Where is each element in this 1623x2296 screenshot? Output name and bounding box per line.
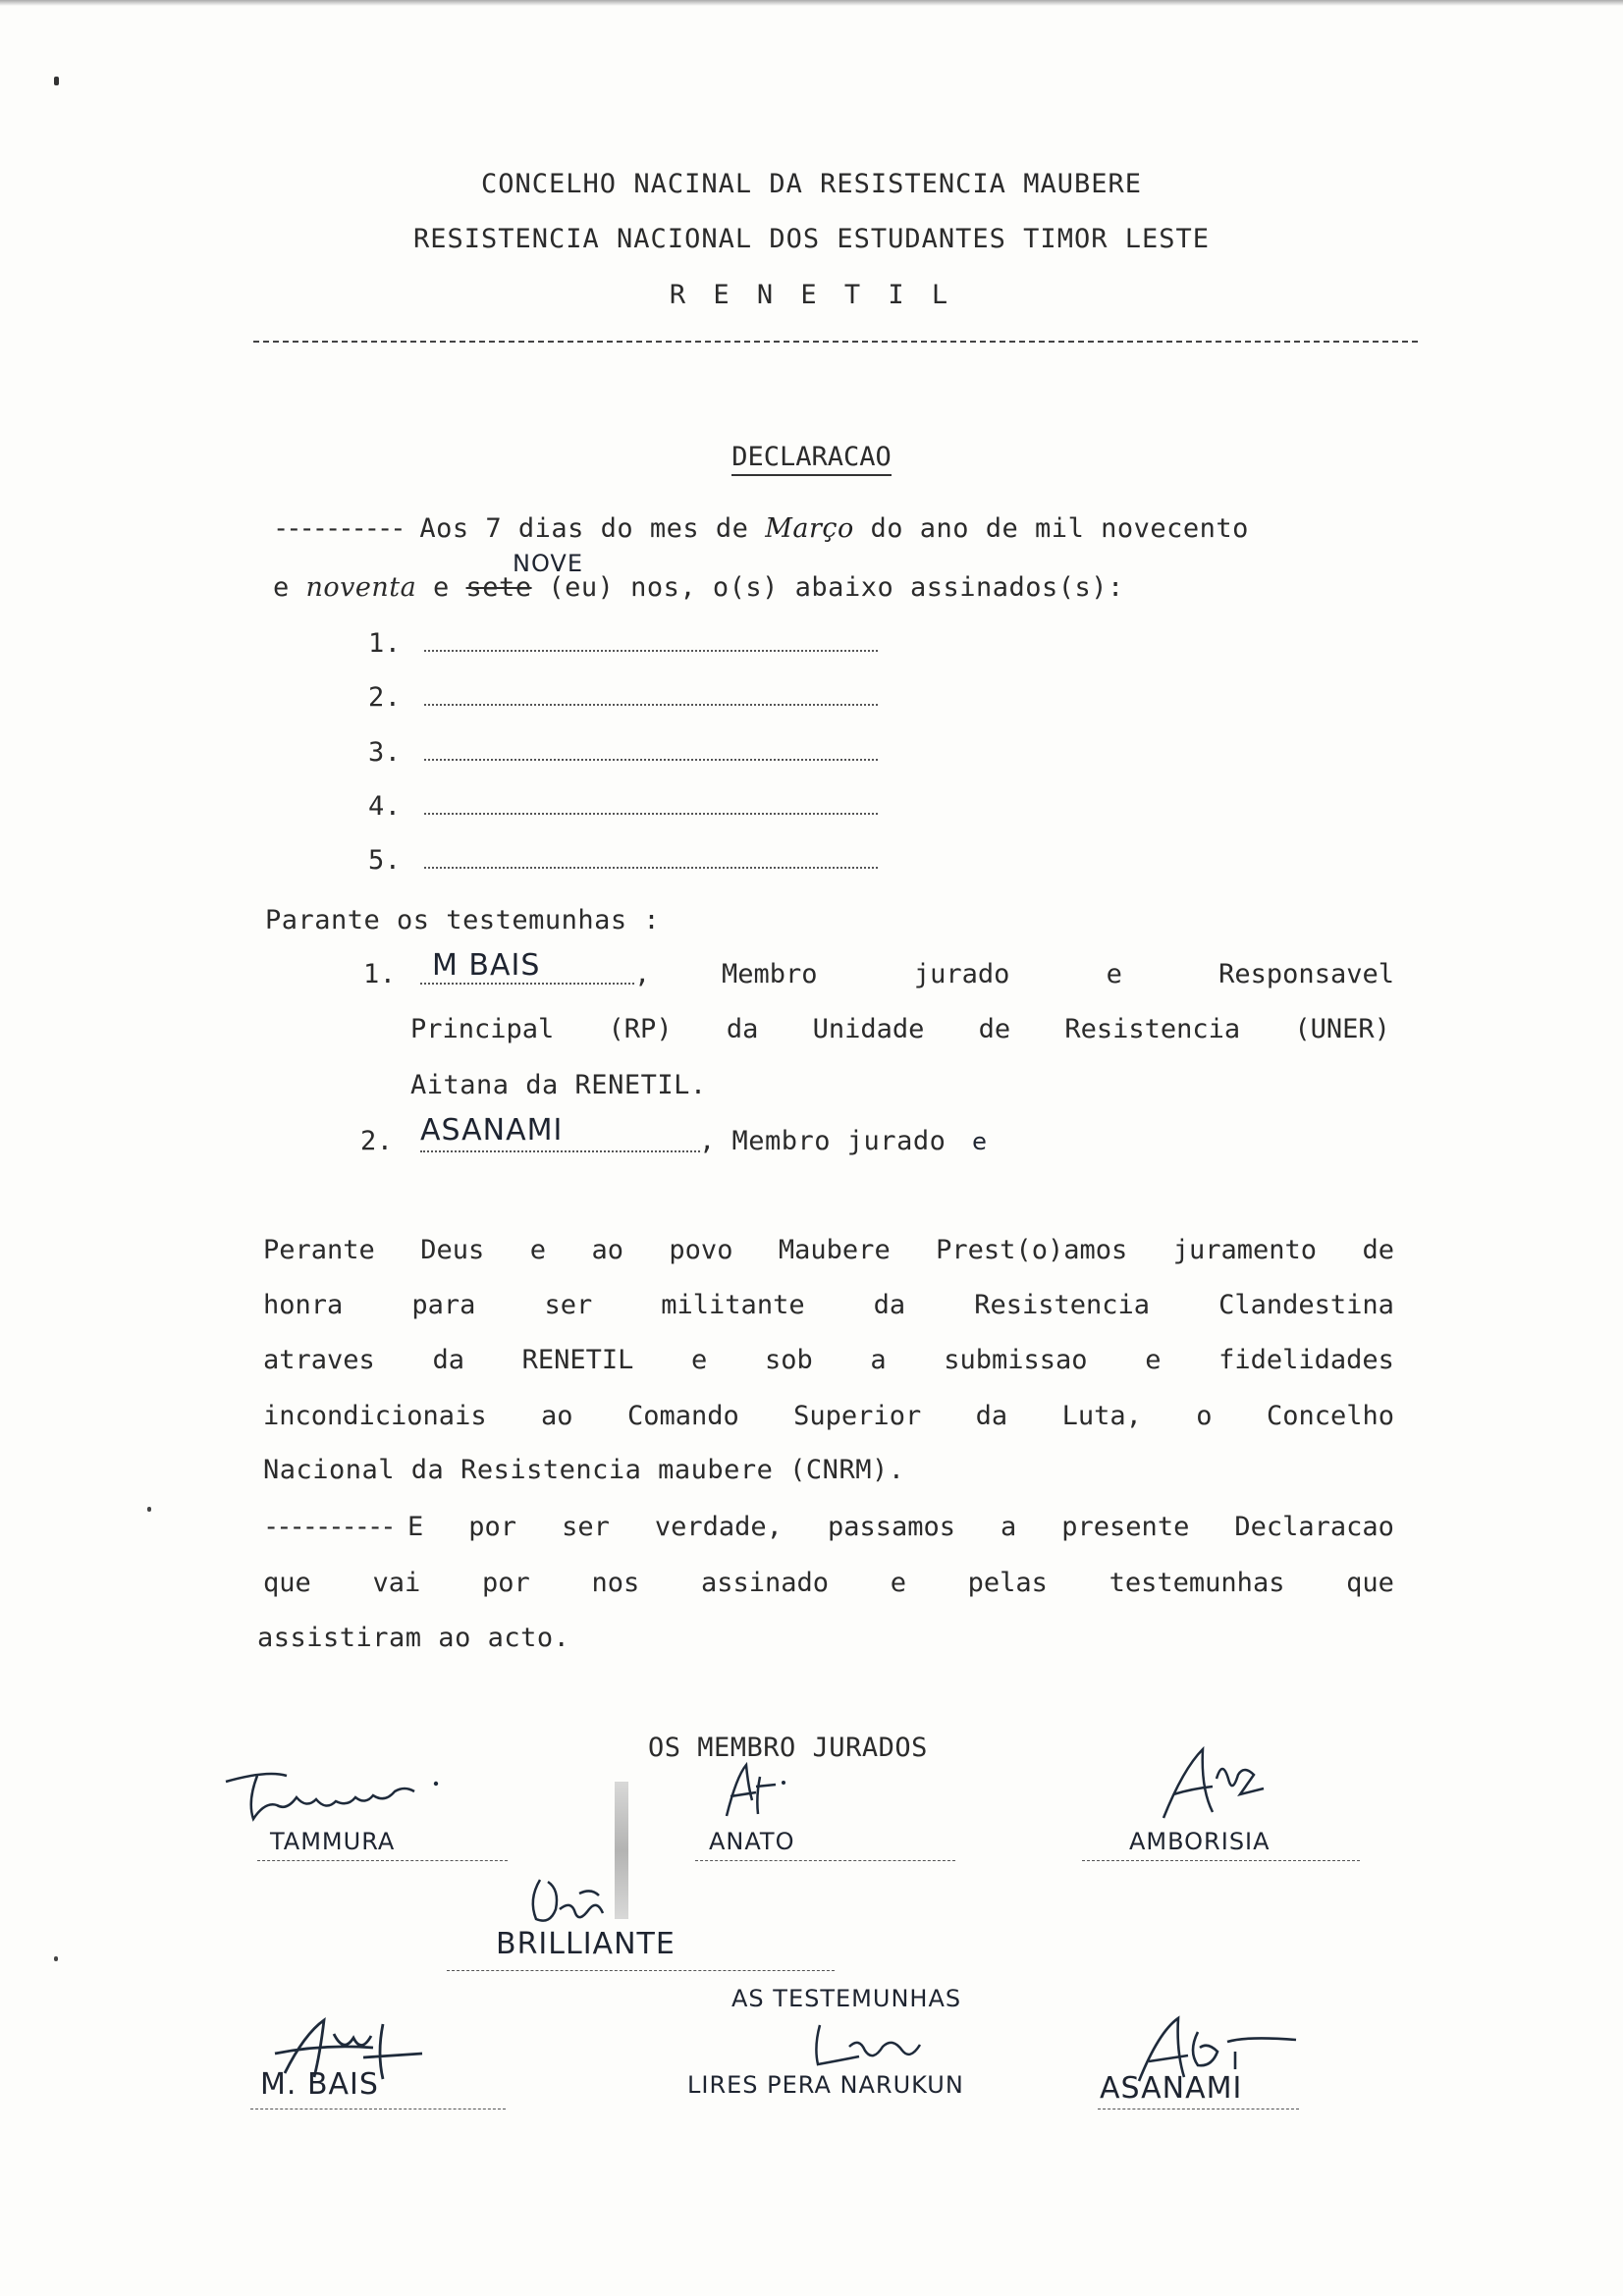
intro-month: Março [765, 513, 854, 544]
signatory-line-4 [424, 813, 878, 815]
intro-e: e [273, 572, 290, 603]
intro-noventa: noventa [305, 572, 417, 603]
word: da [432, 1345, 464, 1375]
witness-1-row-1 [722, 959, 1394, 989]
scan-speck [54, 77, 59, 85]
word: ser [544, 1290, 593, 1320]
witness-1-name: M BAIS [432, 948, 541, 983]
witness-sig-2-name: LIRES PERA NARUKUN [687, 2071, 964, 2099]
member-1-name: TAMMURA [270, 1828, 396, 1855]
word: submissao [944, 1345, 1088, 1375]
word: a [1001, 1512, 1017, 1542]
word: Prest(o)amos [936, 1235, 1128, 1265]
intro-dashes: ---------- [273, 513, 404, 544]
witness-2-name: ASANAMI [420, 1113, 564, 1148]
word: pelas [967, 1568, 1048, 1598]
witness-2-trail: e [972, 1128, 988, 1155]
witness-1-num: 1. [363, 959, 397, 989]
signatory-num-1: 1. [368, 628, 402, 659]
signatory-num-5: 5. [368, 845, 402, 876]
word: Responsavel [1218, 959, 1394, 989]
witness-2-line [420, 1150, 700, 1152]
word: Comando [626, 1401, 739, 1431]
word: para [411, 1290, 476, 1320]
word: e [1106, 959, 1122, 989]
signatory-line-2 [424, 704, 878, 706]
signatory-num-4: 4. [368, 791, 402, 822]
word: assinado [700, 1568, 829, 1598]
intro-struck-word: sete [465, 572, 532, 603]
intro-text-3: (eu) nos, o(s) abaixo assinados(s): [548, 572, 1124, 603]
intro-line-2 [273, 572, 1124, 603]
witness-sig-1-name: M. BAIS [260, 2067, 379, 2102]
header-line-2: RESISTENCIA NACIONAL DOS ESTUDANTES TIMOR LESTE [412, 224, 1210, 254]
word: por [481, 1568, 530, 1598]
title-wrap [0, 442, 1623, 472]
scan-edge [0, 0, 1623, 6]
closing-dashes: ---------- [263, 1512, 394, 1542]
word: e [1145, 1345, 1162, 1375]
document-title: DECLARACAO [731, 442, 892, 476]
word: povo [669, 1235, 733, 1265]
intro-e2: e [433, 572, 450, 603]
word: sob [764, 1345, 813, 1375]
signature-amborisia [1154, 1739, 1281, 1828]
oath-row-3 [263, 1345, 1394, 1375]
word: presente [1061, 1512, 1190, 1542]
member-4-name: BRILLIANTE [496, 1927, 676, 1961]
word: Superior [793, 1401, 922, 1431]
word: Clandestina [1218, 1290, 1394, 1320]
oath-row-2 [263, 1290, 1394, 1320]
witnesses-label-2: AS TESTEMUNHAS [731, 1985, 962, 2012]
word: nos [591, 1568, 640, 1598]
witness-1-row-2 [410, 1014, 1390, 1044]
word: fidelidades [1218, 1345, 1394, 1375]
word: RENETIL [521, 1345, 634, 1375]
word: ao [541, 1401, 573, 1431]
member-3-name: AMBORISIA [1129, 1828, 1271, 1855]
witness-2-rest [699, 1126, 988, 1156]
word: (RP) [608, 1014, 673, 1044]
word: da [975, 1401, 1008, 1431]
word: da [873, 1290, 906, 1320]
member-1-line [257, 1860, 508, 1861]
word: Resistencia [1064, 1014, 1241, 1044]
word: incondicionais [263, 1401, 487, 1431]
member-2-name: ANATO [709, 1828, 795, 1855]
header-line-1: CONCELHO NACINAL DA RESISTENCIA MAUBERE [481, 169, 1142, 199]
signatory-line-1 [424, 650, 878, 652]
witness-2-num: 2. [360, 1126, 394, 1156]
witness-1-row-3: Aitana da RENETIL. [410, 1070, 707, 1100]
word: verdade, [654, 1512, 783, 1542]
witnesses-label: Parante os testemunhas : [265, 905, 661, 935]
header-divider [253, 341, 1418, 343]
intro-text-2: do ano de mil novecento [870, 513, 1249, 544]
word: ao [591, 1235, 623, 1265]
word: testemunhas [1109, 1568, 1285, 1598]
scan-speck [54, 1956, 58, 1961]
member-2-line [695, 1860, 955, 1861]
word: Principal [410, 1014, 555, 1044]
word: por [468, 1512, 517, 1542]
intro-text-1: Aos 7 dias do mes de [419, 513, 749, 544]
signatory-line-5 [424, 867, 878, 869]
word: juramento [1172, 1235, 1317, 1265]
word: Maubere [778, 1235, 891, 1265]
scan-speck [147, 1507, 151, 1512]
intro-line-1 [273, 513, 1249, 544]
word: atraves [263, 1345, 375, 1375]
word: e [691, 1345, 708, 1375]
word: passamos [827, 1512, 955, 1542]
witness-1-comma: , [634, 959, 651, 989]
word: da [726, 1014, 759, 1044]
word: Deus [420, 1235, 485, 1265]
word: e [529, 1235, 546, 1265]
witness-sig-3-name: ASANAMI [1100, 2071, 1243, 2106]
word: E [407, 1512, 424, 1542]
members-label: OS MEMBRO JURADOS [648, 1733, 928, 1763]
word: Unidade [812, 1014, 925, 1044]
oath-row-4 [263, 1401, 1394, 1431]
word: honra [263, 1290, 344, 1320]
signatory-num-2: 2. [368, 682, 402, 713]
word: e [890, 1568, 906, 1598]
header-line-3: R E N E T I L [669, 280, 954, 310]
word: vai [372, 1568, 421, 1598]
oath-row-1 [263, 1235, 1394, 1265]
signature-anato [717, 1757, 795, 1826]
intro-correction: NOVE [513, 550, 584, 577]
word: Declaracao [1234, 1512, 1394, 1542]
word: ser [562, 1512, 610, 1542]
word: jurado [913, 959, 1010, 989]
oath-row-5: Nacional da Resistencia maubere (CNRM). [263, 1455, 905, 1485]
closing-row-3: assistiram ao acto. [257, 1623, 570, 1653]
signatory-line-3 [424, 759, 878, 761]
word: Resistencia [974, 1290, 1151, 1320]
signature-lires [800, 2017, 928, 2071]
signature-tammura [218, 1762, 454, 1831]
word: a [870, 1345, 887, 1375]
word: (UNER) [1294, 1014, 1390, 1044]
word: Concelho [1266, 1401, 1394, 1431]
word: que [263, 1568, 311, 1598]
word: Membro [722, 959, 818, 989]
closing-row-1 [407, 1512, 1394, 1542]
word: de [978, 1014, 1011, 1044]
word: Luta, [1061, 1401, 1142, 1431]
word: que [1346, 1568, 1394, 1598]
member-3-line [1082, 1860, 1360, 1861]
word: militante [661, 1290, 805, 1320]
witness-2-role: , Membro jurado [699, 1126, 947, 1156]
witness-1-line [420, 983, 634, 985]
word: de [1362, 1235, 1394, 1265]
closing-row-2 [263, 1568, 1394, 1598]
word: o [1196, 1401, 1213, 1431]
word: Perante [263, 1235, 375, 1265]
member-4-line [447, 1970, 835, 1971]
signatory-num-3: 3. [368, 737, 402, 768]
